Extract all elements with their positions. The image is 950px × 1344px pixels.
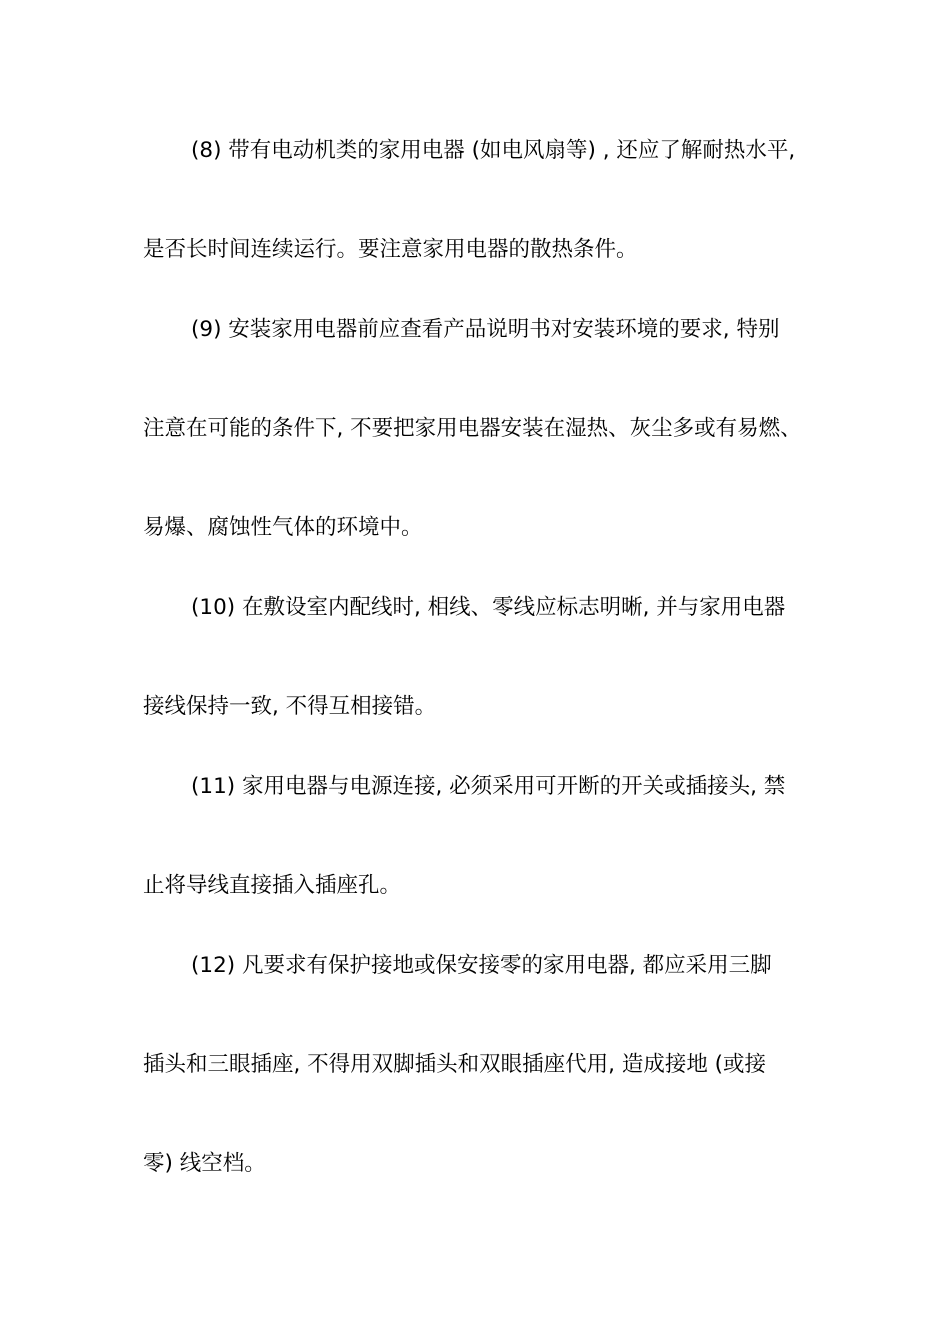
paragraph-12-line-3: 零) 线空档。 xyxy=(143,1151,266,1176)
paragraph-9-line-3: 易爆、腐蚀性气体的环境中。 xyxy=(143,515,423,540)
paragraph-8-line-2: 是否长时间连续运行。要注意家用电器的散热条件。 xyxy=(143,237,638,262)
paragraph-12-line-1: (12) 凡要求有保护接地或保安接零的家用电器, 都应采用三脚 xyxy=(191,953,772,978)
paragraph-11-line-2: 止将导线直接插入插座孔。 xyxy=(143,873,402,898)
paragraph-9-line-1: (9) 安装家用电器前应查看产品说明书对安装环境的要求, 特别 xyxy=(191,317,780,342)
paragraph-10-line-2: 接线保持一致, 不得互相接错。 xyxy=(143,694,437,719)
paragraph-11-line-1: (11) 家用电器与电源连接, 必须采用可开断的开关或插接头, 禁 xyxy=(191,774,786,799)
paragraph-9-line-2: 注意在可能的条件下, 不要把家用电器安装在湿热、灰尘多或有易燃、 xyxy=(143,416,802,441)
paragraph-10-line-1: (10) 在敷设室内配线时, 相线、零线应标志明晰, 并与家用电器 xyxy=(191,595,786,620)
paragraph-8-line-1: (8) 带有电动机类的家用电器 (如电风扇等) , 还应了解耐热水平, xyxy=(191,138,796,163)
paragraph-12-line-2: 插头和三眼插座, 不得用双脚插头和双眼插座代用, 造成接地 (或接 xyxy=(143,1052,767,1077)
